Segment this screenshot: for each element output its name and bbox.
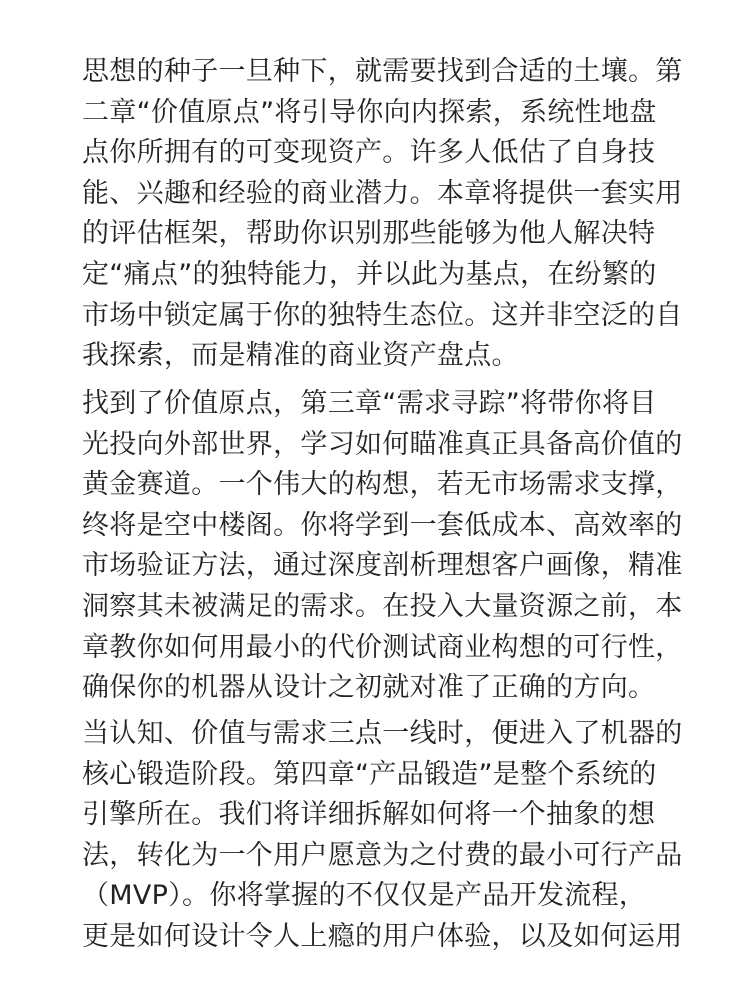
text-line: 引擎所在。我们将详细拆解如何将一个抽象的想: [82, 799, 656, 831]
text-line: 光投向外部世界，学习如何瞄准真正具备高价值的: [82, 428, 683, 460]
paragraph-value-origin: [82, 52, 682, 377]
text-line: 点你所拥有的可变现资产。许多人低估了自身技: [82, 137, 656, 169]
text-line: （MVP）。你将掌握的不仅仅是产品开发流程，: [82, 880, 647, 912]
text-line: 终将是空中楼阁。你将学到一套低成本、高效率的: [82, 509, 683, 541]
text-line: 的评估框架，帮助你识别那些能够为他人解决特: [82, 218, 656, 250]
text-line: 洞察其未被满足的需求。在投入大量资源之前，本: [82, 590, 683, 622]
text-line: 确保你的机器从设计之初就对准了正确的方向。: [82, 672, 656, 704]
text-line: 定“痛点”的独特能力，并以此为基点，在纷繁的: [82, 258, 657, 290]
text-line: 二章“价值原点”将引导你向内探索，系统性地盘: [82, 96, 657, 128]
text-line: 我探索，而是精准的商业资产盘点。: [82, 340, 519, 372]
text-line: 市场中锁定属于你的独特生态位。这并非空泛的自: [82, 299, 683, 331]
paragraph-demand-tracking: [82, 384, 682, 709]
paragraph-product-forging: [82, 714, 682, 958]
text-line: 更是如何设计令人上瘾的用户体验，以及如何运用: [82, 920, 683, 952]
text-line: 章教你如何用最小的代价测试商业构想的可行性，: [82, 631, 683, 663]
text-line: 当认知、价值与需求三点一线时，便进入了机器的: [82, 718, 683, 749]
text-line: 核心锻造阶段。第四章“产品锻造”是整个系统的: [82, 758, 657, 790]
text-line: 市场验证方法，通过深度剖析理想客户画像，精准: [82, 550, 683, 582]
text-line: 法，转化为一个用户愿意为之付费的最小可行产品: [82, 839, 683, 871]
text-line: 思想的种子一旦种下，就需要找到合适的土壤。第: [82, 56, 683, 87]
text-line: 找到了价值原点，第三章“需求寻踪”将带你将目: [82, 388, 657, 419]
text-line: 黄金赛道。一个伟大的构想，若无市场需求支撑，: [82, 469, 683, 501]
text-line: 能、兴趣和经验的商业潜力。本章将提供一套实用: [82, 177, 683, 209]
